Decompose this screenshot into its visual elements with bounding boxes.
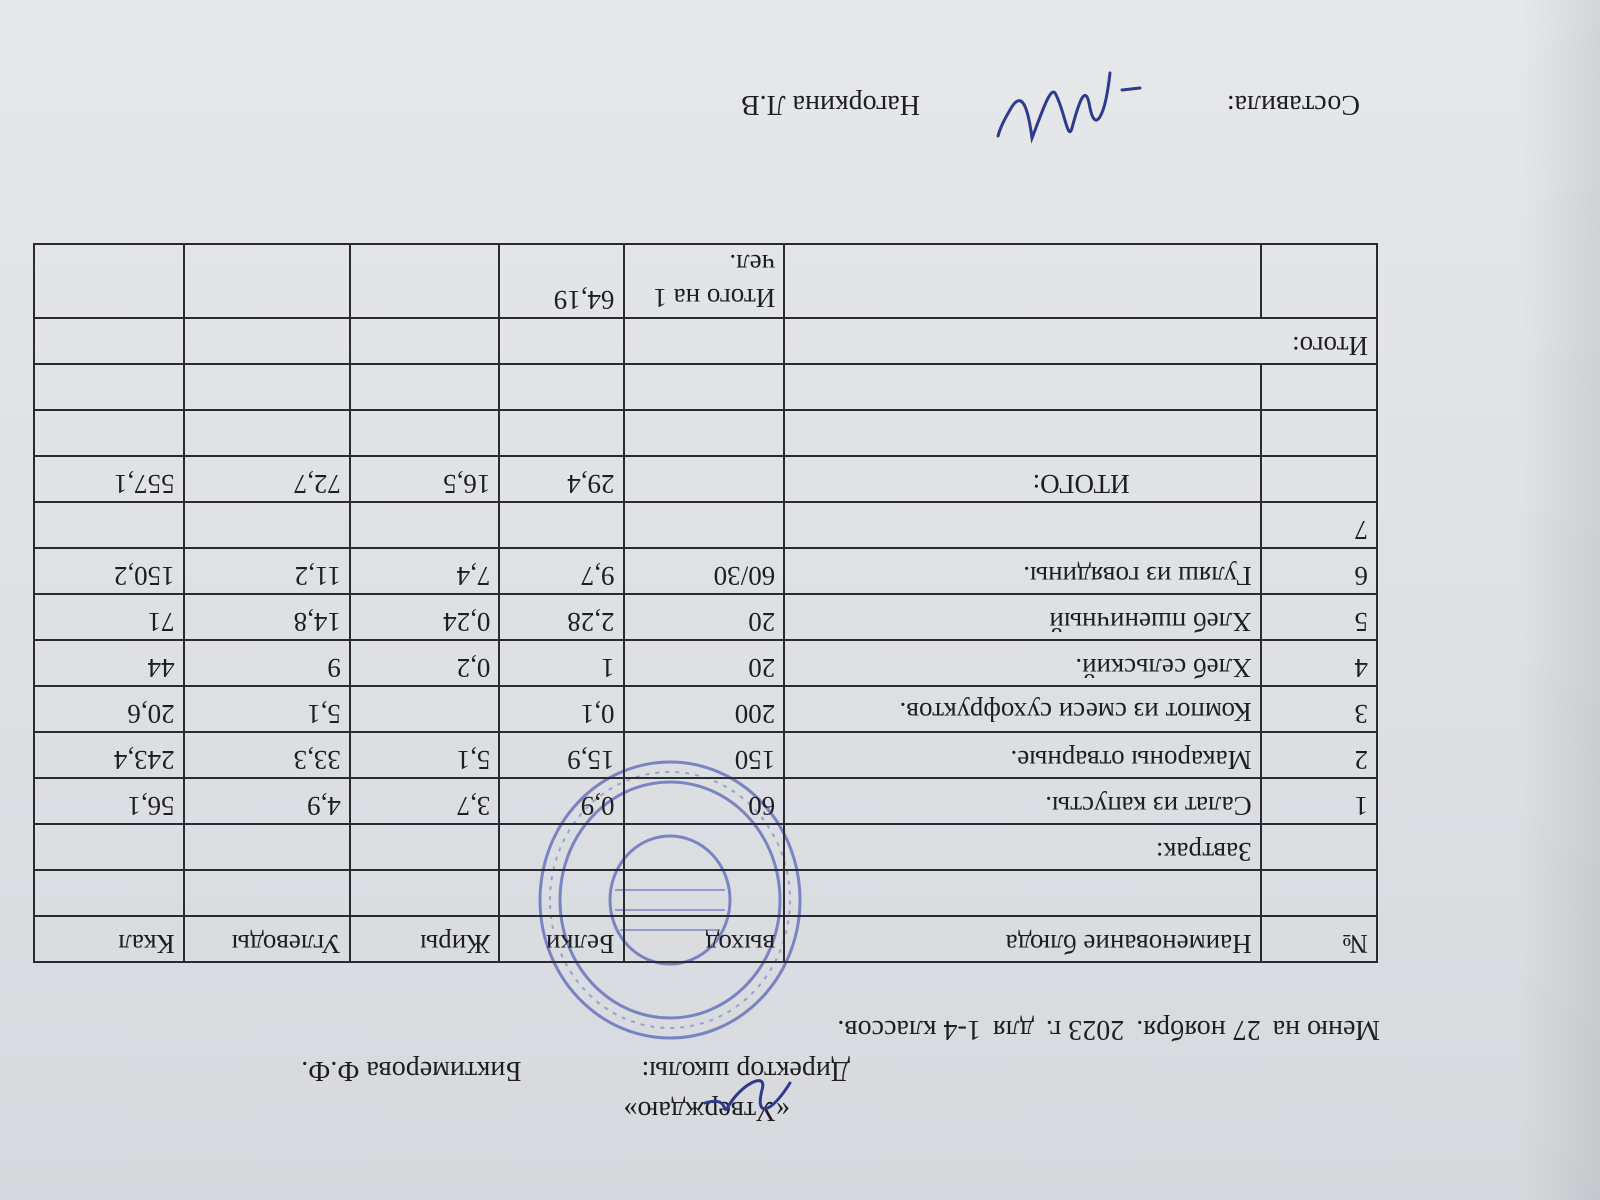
table-row-section: [34, 824, 1377, 870]
title-classes: 1-4 классов.: [837, 1014, 981, 1045]
director-name: Биктимерова Ф.Ф.: [301, 1055, 522, 1086]
header-protein: Белки: [499, 916, 623, 962]
cell-kcal: 56,1: [34, 778, 184, 824]
per-person-value: 64,19: [499, 244, 623, 318]
cell-name: Хлеб пшеничный: [784, 594, 1260, 640]
table-row: [34, 502, 1377, 548]
cell-fat: [350, 686, 500, 732]
cell-name: [784, 502, 1260, 548]
cell-kcal: 71: [34, 594, 184, 640]
cell-fat: 3,7: [350, 778, 500, 824]
table-row-empty: [34, 364, 1377, 410]
cell-no: 4: [1261, 640, 1377, 686]
cell-name: Салат из капусты.: [784, 778, 1260, 824]
cell-name: Компот из смеси сухофруктов.: [784, 686, 1260, 732]
cell-output: 20: [624, 594, 785, 640]
header-kcal: Ккал: [34, 916, 184, 962]
cell-no: 3: [1261, 686, 1377, 732]
cell-protein: 1: [499, 640, 623, 686]
cell-kcal: 20,6: [34, 686, 184, 732]
table-row-final: [34, 318, 1377, 364]
cell-fat: 7,4: [350, 548, 500, 594]
cell-kcal: 150,2: [34, 548, 184, 594]
cell-fat: 0,24: [350, 594, 500, 640]
cell-carbs: [184, 502, 350, 548]
cell-carbs: 5,1: [184, 686, 350, 732]
final-label: Итого:: [784, 318, 1377, 364]
cell-output: 150: [624, 732, 785, 778]
cell-kcal: [34, 502, 184, 548]
total-carbs: 72,7: [184, 456, 350, 502]
composer-label: Составила:: [1226, 89, 1360, 120]
cell-kcal: 44: [34, 640, 184, 686]
cell-name: Макароны отварные.: [784, 732, 1260, 778]
menu-title: [837, 1013, 1380, 1045]
cell-carbs: 4,9: [184, 778, 350, 824]
table-row: [34, 732, 1377, 778]
cell-fat: [350, 502, 500, 548]
director-signature-icon: [690, 1065, 800, 1125]
header-fat: Жиры: [350, 916, 500, 962]
cell-no: 2: [1261, 732, 1377, 778]
cell-protein: [499, 502, 623, 548]
cell-fat: 0,2: [350, 640, 500, 686]
total-kcal: 557,1: [34, 456, 184, 502]
cell-no: 6: [1261, 548, 1377, 594]
cell-name: Гуляш из говядины.: [784, 548, 1260, 594]
per-person-label: Итого на 1 чел.: [624, 244, 785, 318]
section-label: Завтрак:: [784, 824, 1260, 870]
header-carbs: Углеводы: [184, 916, 350, 962]
header-no: №: [1261, 916, 1377, 962]
cell-carbs: 33,3: [184, 732, 350, 778]
cell-protein: 15,9: [499, 732, 623, 778]
cell-output: 60/30: [624, 548, 785, 594]
total-fat: 16,5: [350, 456, 500, 502]
table-row: [34, 778, 1377, 824]
director-label: Директор школы:: [641, 1055, 850, 1086]
total-label: ИТОГО:: [784, 456, 1260, 502]
title-year: 2023 г.: [1045, 1014, 1125, 1045]
cell-protein: 0,9: [499, 778, 623, 824]
cell-protein: 0,1: [499, 686, 623, 732]
cell-name: Хлеб сельский.: [784, 640, 1260, 686]
table-row: [34, 686, 1377, 732]
cell-protein: 9,7: [499, 548, 623, 594]
table-row: [34, 594, 1377, 640]
table-row-total: [34, 456, 1377, 502]
table-row: [34, 640, 1377, 686]
cell-output: [624, 502, 785, 548]
title-date: 27 ноября.: [1136, 1014, 1261, 1045]
cell-output: 20: [624, 640, 785, 686]
cell-output: 200: [624, 686, 785, 732]
cell-protein: 2,28: [499, 594, 623, 640]
table-row-empty: [34, 410, 1377, 456]
table-row-empty: [34, 870, 1377, 916]
table-row-per-person: [34, 244, 1377, 318]
table-row: [34, 548, 1377, 594]
cell-carbs: 11,2: [184, 548, 350, 594]
title-prefix: Меню на: [1272, 1014, 1380, 1045]
header-name: Наименование блюда: [784, 916, 1260, 962]
total-protein: 29,4: [499, 456, 623, 502]
table-header-row: [34, 916, 1377, 962]
cell-carbs: 9: [184, 640, 350, 686]
cell-output: 60: [624, 778, 785, 824]
menu-table: [33, 243, 1378, 963]
composer-name: Нагоркина Л.В: [740, 89, 920, 120]
cell-fat: 5,1: [350, 732, 500, 778]
composer-signature-icon: [990, 58, 1150, 148]
header-output: выход: [624, 916, 785, 962]
cell-carbs: 14,8: [184, 594, 350, 640]
cell-no: 7: [1261, 502, 1377, 548]
title-for: для: [992, 1014, 1034, 1045]
cell-kcal: 243,4: [34, 732, 184, 778]
cell-no: 5: [1261, 594, 1377, 640]
approval-title: «Утверждаю»: [623, 1095, 790, 1126]
cell-no: 1: [1261, 778, 1377, 824]
